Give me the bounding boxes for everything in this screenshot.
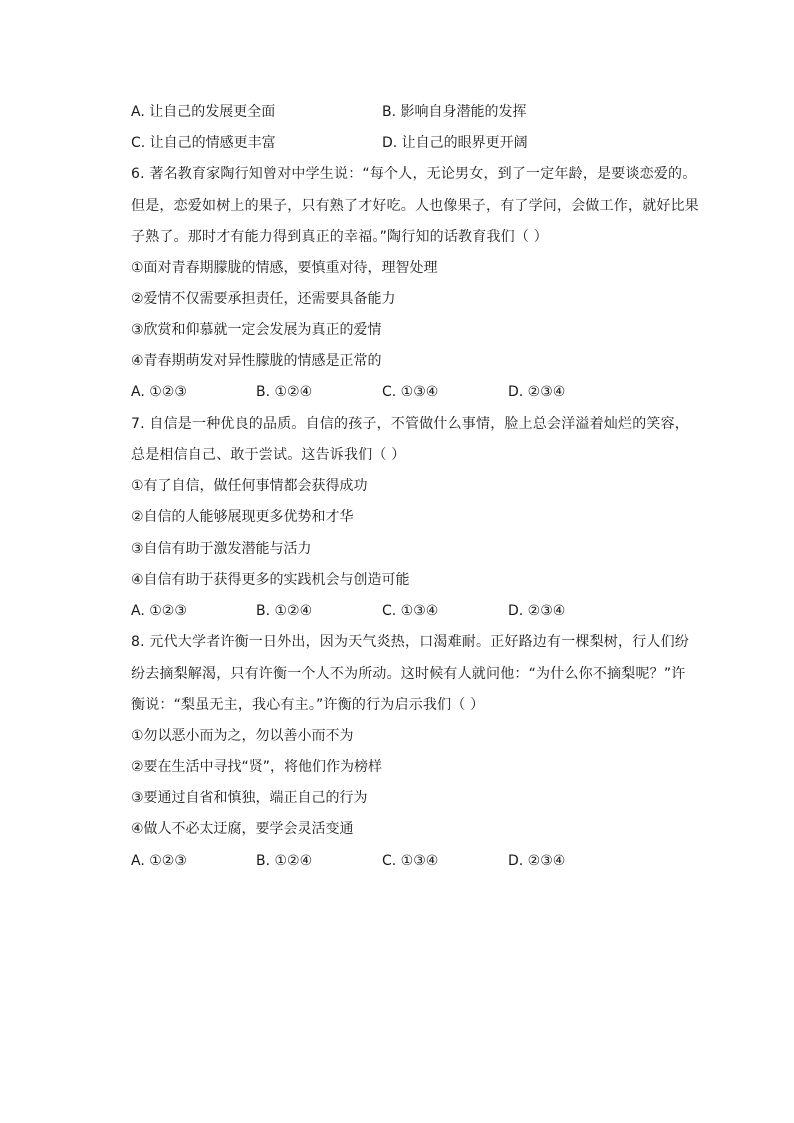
q5-option-d: D. 让自己的眼界更开阔 — [382, 135, 528, 151]
q6-option-d: D. ②③④ — [508, 384, 566, 400]
q7-option-c: C. ①③④ — [382, 603, 439, 619]
q5-option-c: C. 让自己的情感更丰富 — [131, 135, 276, 151]
q7-option-d: D. ②③④ — [508, 603, 566, 619]
q7-option-b: B. ①②④ — [256, 603, 313, 619]
q8-option-b: B. ①②④ — [256, 853, 313, 869]
q8-statement-4: ④做人不必太迂腐，要学会灵活变通 — [131, 821, 354, 837]
q6-statement-2: ②爱情不仅需要承担责任，还需要具备能力 — [131, 291, 396, 307]
q7-stem-line-1: 7. 自信是一种优良的品质。自信的孩子，不管做什么事情，脸上总会洋溢着灿烂的笑容， — [131, 416, 690, 432]
q6-option-a: A. ①②③ — [131, 384, 187, 400]
q5-option-b: B. 影响自身潜能的发挥 — [382, 104, 527, 120]
q8-stem-line-1: 8. 元代大学者许衡一日外出，因为天气炎热，口渴难耐。正好路边有一棵梨树，行人们纷 — [131, 634, 690, 650]
q8-stem-line-3: 衡说：“梨虽无主，我心有主。”许衡的行为启示我们（ ） — [131, 697, 485, 713]
q8-option-c: C. ①③④ — [382, 853, 439, 869]
q6-statement-4: ④青春期萌发对异性朦胧的情感是正常的 — [131, 353, 382, 369]
q7-statement-2: ②自信的人能够展现更多优势和才华 — [131, 509, 354, 525]
q8-option-d: D. ②③④ — [508, 853, 566, 869]
q6-stem-line-2: 但是，恋爱如树上的果子，只有熟了才好吃。人也像果子，有了学问，会做工作，就好比果 — [131, 198, 699, 214]
q7-option-a: A. ①②③ — [131, 603, 187, 619]
q6-option-b: B. ①②④ — [256, 384, 313, 400]
q5-option-a: A. 让自己的发展更全面 — [131, 104, 276, 120]
q8-stem-line-2: 纷去摘梨解渴，只有许衡一个人不为所动。这时候有人就问他：“为什么你不摘梨呢？”许 — [131, 666, 686, 682]
q6-stem-line-1: 6. 著名教育家陶行知曾对中学生说：“每个人，无论男女，到了一定年龄，是要谈恋爱的。 — [131, 166, 697, 182]
q7-statement-4: ④自信有助于获得更多的实践机会与创造可能 — [131, 572, 410, 588]
q8-option-a: A. ①②③ — [131, 853, 187, 869]
q6-statement-3: ③欣赏和仰慕就一定会发展为真正的爱情 — [131, 322, 382, 338]
q6-option-c: C. ①③④ — [382, 384, 439, 400]
q8-statement-3: ③要通过自省和慎独，端正自己的行为 — [131, 790, 368, 806]
q8-statement-2: ②要在生活中寻找“贤”，将他们作为榜样 — [131, 759, 383, 775]
q8-statement-1: ①勿以恶小而为之，勿以善小而不为 — [131, 728, 354, 744]
q6-statement-1: ①面对青春期朦胧的情感，要慎重对待，理智处理 — [131, 260, 438, 276]
q6-stem-line-3: 子熟了。那时才有能力得到真正的幸福。”陶行知的话教育我们（ ） — [131, 229, 548, 245]
q7-statement-3: ③自信有助于激发潜能与活力 — [131, 541, 312, 557]
q7-statement-1: ①有了自信，做任何事情都会获得成功 — [131, 478, 368, 494]
q7-stem-line-2: 总是相信自己、敢于尝试。这告诉我们（ ） — [131, 447, 406, 463]
